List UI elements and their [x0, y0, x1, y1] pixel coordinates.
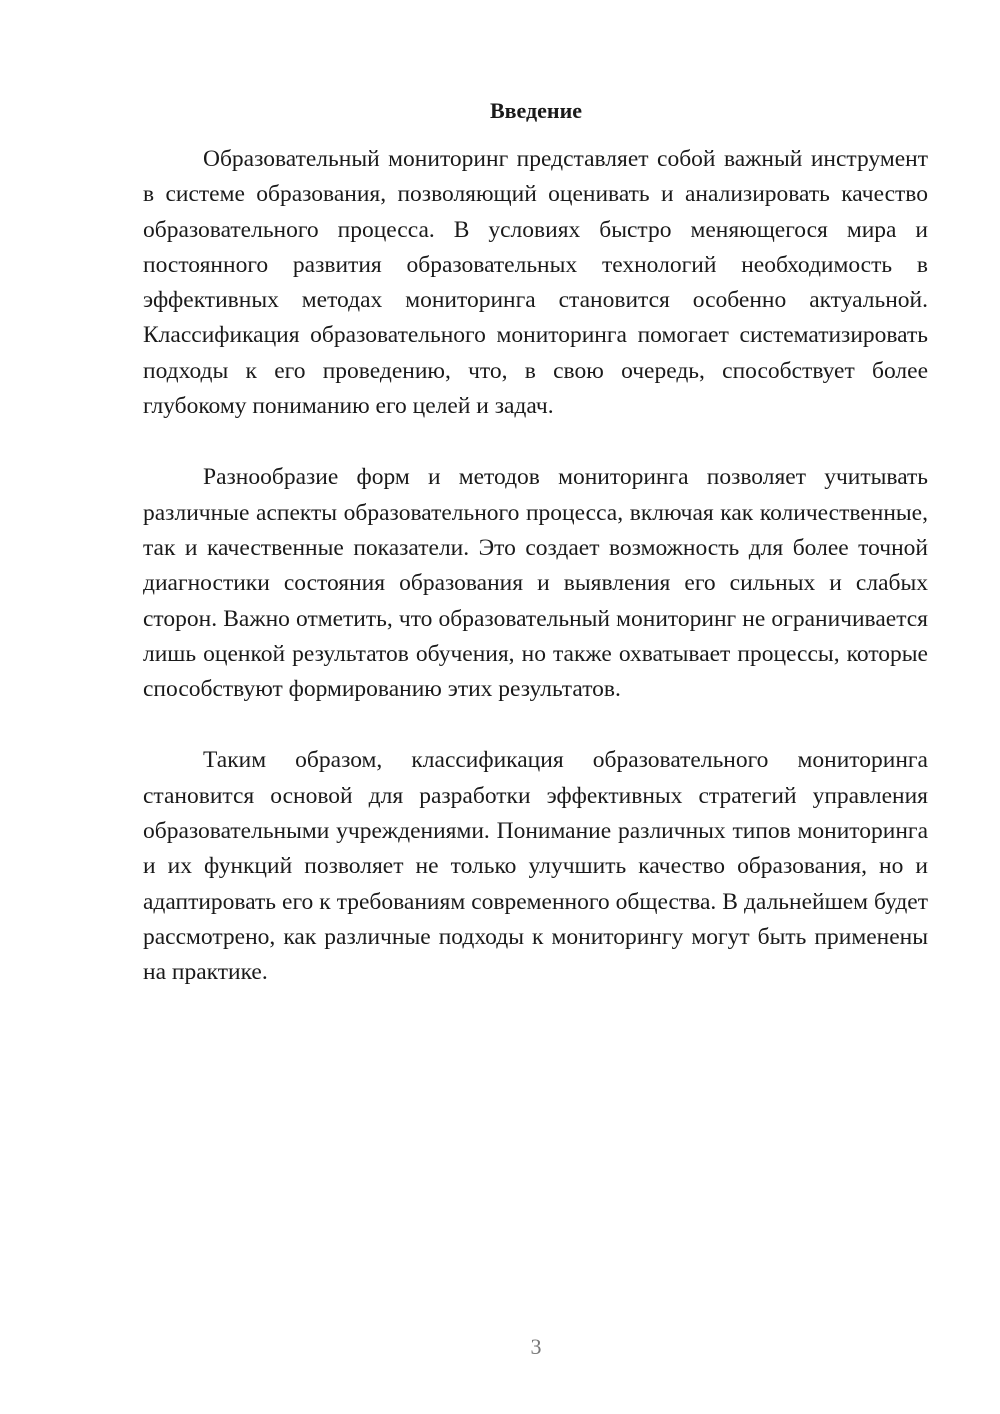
paragraph-3: Таким образом, классификация образовательного мониторинга становится основой для разработки эффективных стратегий управления образовательными учреждениями. Понимание различных типов мониторинга и их функций позволяет не только улучшить качество образования, но и адаптировать его к требованиям современного общества. В дальнейшем будет рассмотрено, как различные подходы к мониторингу могут быть применены на практике. [143, 747, 928, 986]
section-heading: Введение [489, 98, 583, 123]
page-number: 3 [530, 1334, 542, 1359]
paragraph-2: Разнообразие форм и методов мониторинга позволяет учитывать различные аспекты образовательного процесса, включая как количественные, так и качественные показатели. Это создает возможность для более точной диагностики состояния образования и выявления его сильных и слабых сторон. Важно отметить, что образовательный мониторинг не ограничивается лишь оценкой результатов обучения, но также охватывает процессы, которые способствуют формированию этих результатов. [143, 464, 928, 703]
document-body [143, 142, 928, 1027]
paragraph-1: Образовательный мониторинг представляет собой важный инструмент в системе образования, позволяющий оценивать и анализировать качество образовательного процесса. В условиях быстро меняющегося мира и постоянного развития образовательных технологий необходимость в эффективных методах мониторинга становится особенно актуальной. Классификация образовательного мониторинга помогает систематизировать подходы к его проведению, что, в свою очередь, способствует более глубокому пониманию его целей и задач. [143, 146, 928, 420]
